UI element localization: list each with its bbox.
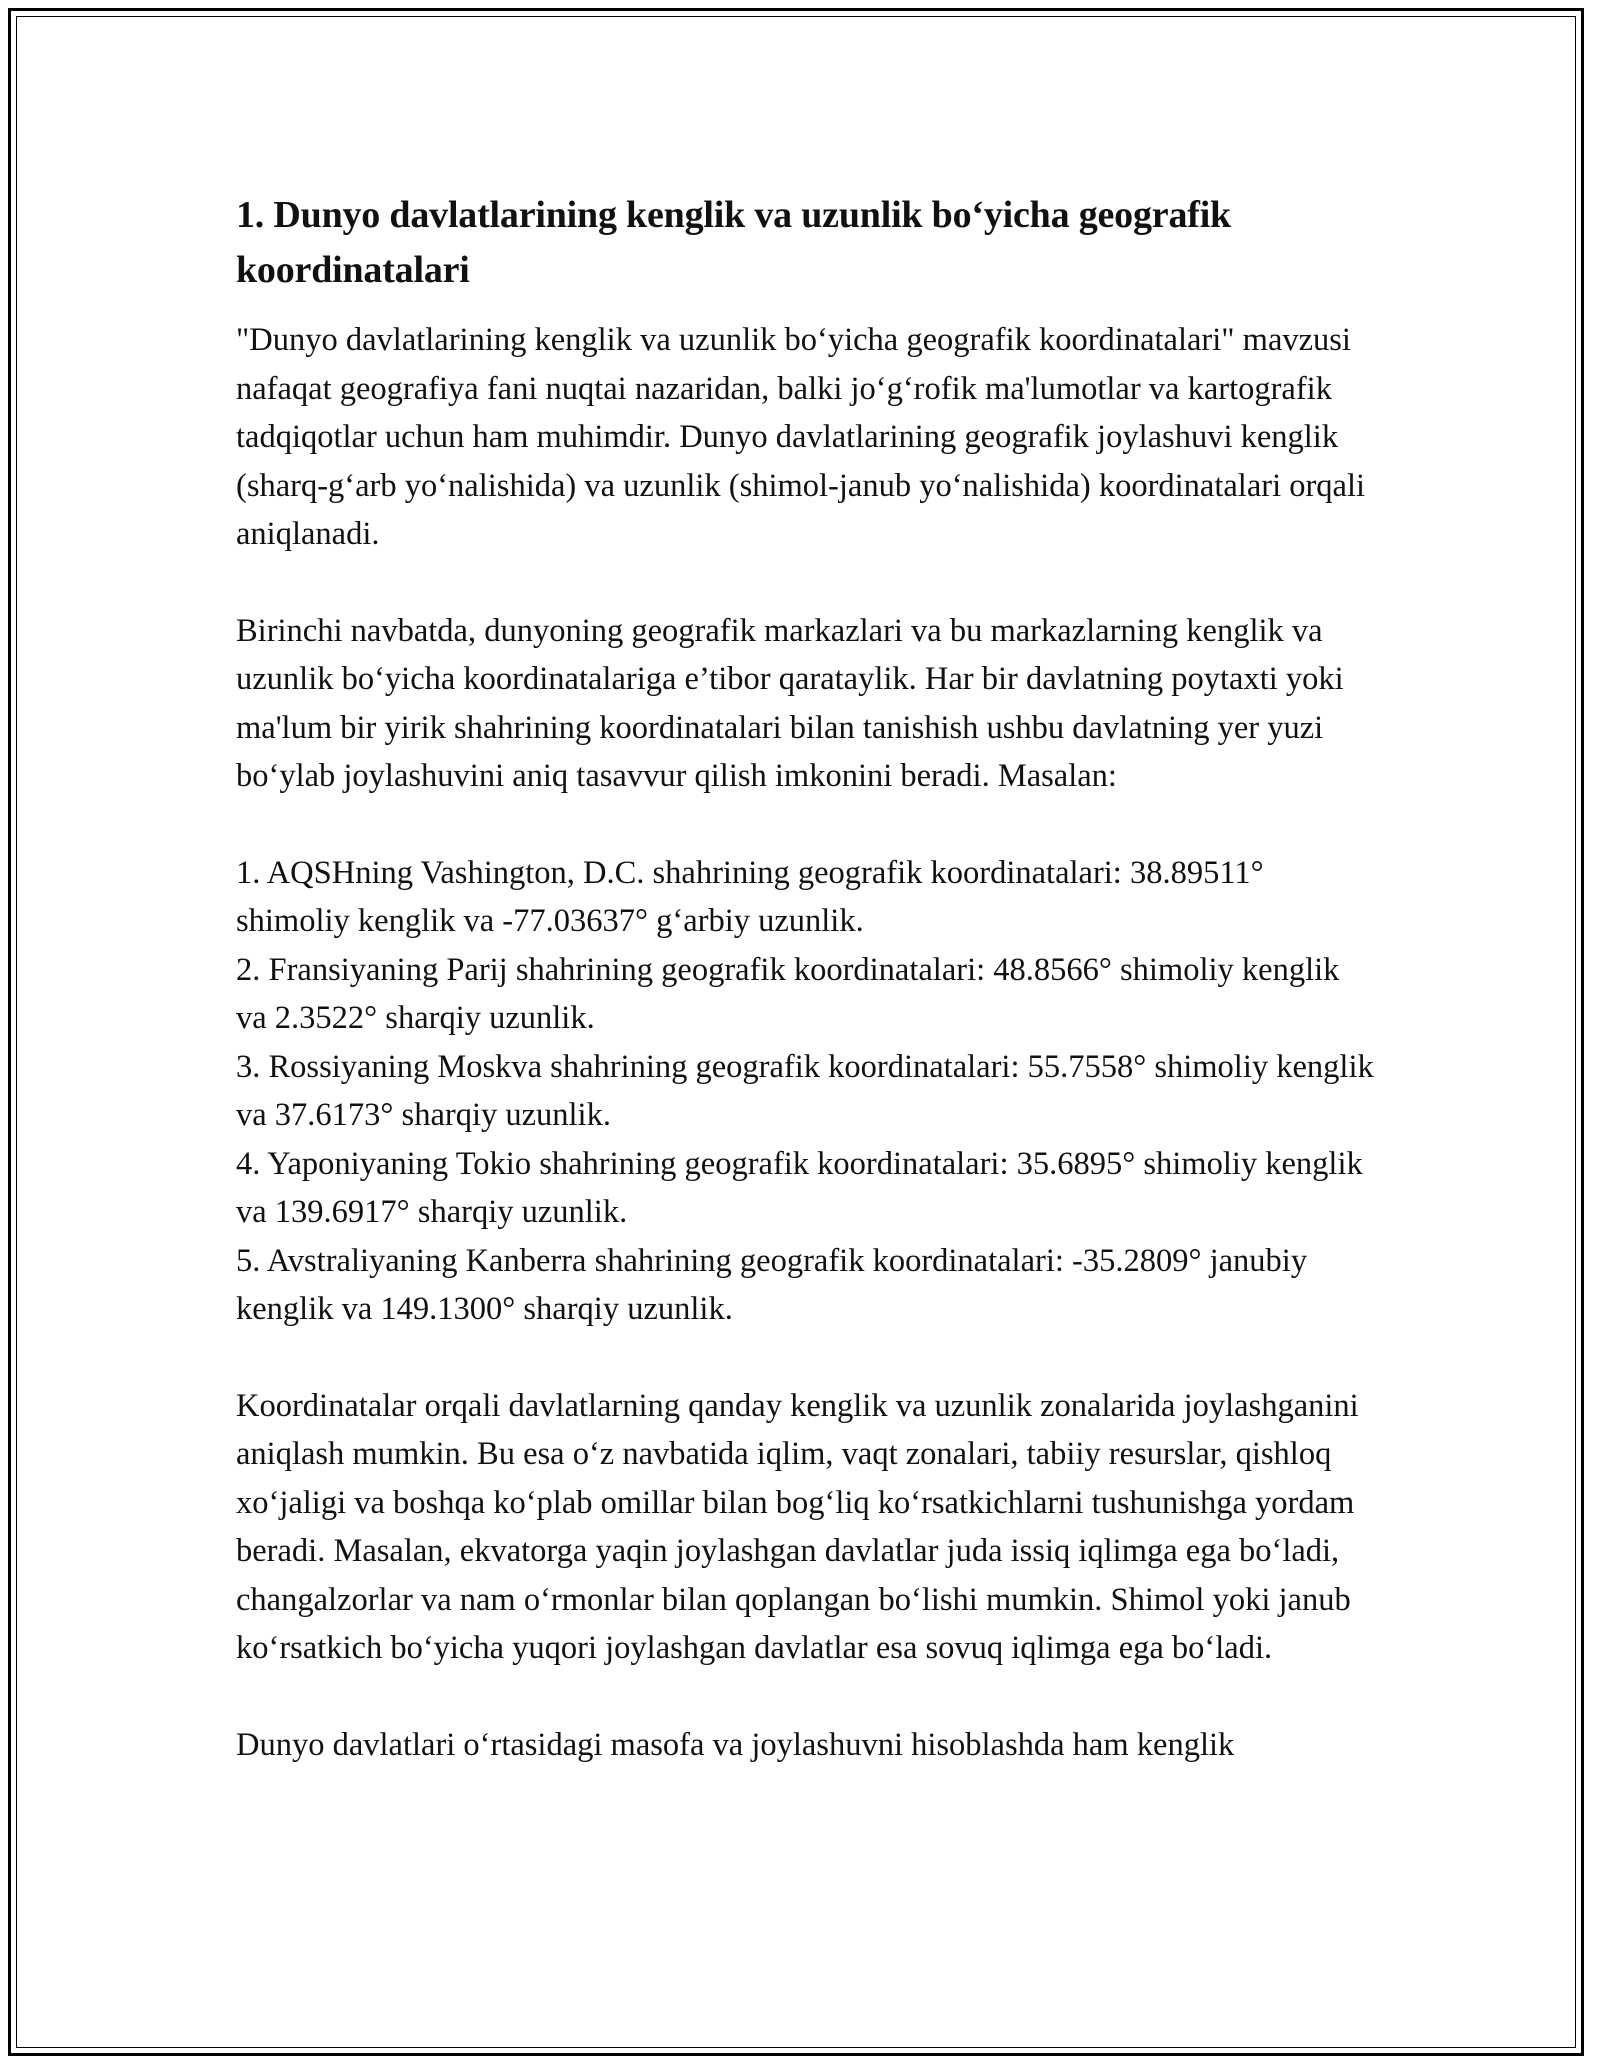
document-body [236, 188, 1376, 1769]
paragraph-climate: Koordinatalar orqali davlatlarning qanday kenglik va uzunlik zonalarida joylashganini aniqlash mumkin. Bu esa oʻz navbatida iqlim, vaqt zonalari, tabiiy resurslar, qishloq xoʻjaligi va boshqa koʻplab omillar bilan bogʻliq koʻrsatkichlarni tushunishga yordam beradi. Masalan, ekvatorga yaqin joylashgan davlatlar juda issiq iqlimga ega boʻladi, changalzorlar va nam oʻrmonlar bilan qoplangan boʻlishi mumkin. Shimol yoki janub koʻrsatkich boʻyicha yuqori joylashgan davlatlar esa sovuq iqlimga ega boʻladi. [236, 1387, 1359, 1666]
list-item: 4. Yaponiyaning Tokio shahrining geografik koordinatalari: 35.6895° shimoliy kenglik va 139.6917° sharqiy uzunlik. [236, 1145, 1363, 1230]
document-title: 1. Dunyo davlatlarining kenglik va uzunlik boʻyicha geografik koordinatalari [236, 194, 1231, 291]
paragraph-spacer [236, 559, 1376, 607]
coordinates-list [236, 849, 1376, 1334]
paragraph-intro: "Dunyo davlatlarining kenglik va uzunlik boʻyicha geografik koordinatalari" mavzusi nafaqat geografiya fani nuqtai nazaridan, balki joʻgʻrofik ma'lumotlar va kartografik tadqiqotlar uchun ham muhimdir. Dunyo davlatlarining geografik joylashuvi kenglik (sharq-gʻarb yoʻnalishida) va uzunlik (shimol-janub yoʻnalishida) koordinatalari orqali aniqlanadi. [236, 322, 1366, 552]
list-item: 5. Avstraliyaning Kanberra shahrining geografik koordinatalari: -35.2809° janubiy kenglik va 149.1300° sharqiy uzunlik. [236, 1242, 1308, 1327]
paragraph-spacer [236, 1334, 1376, 1382]
paragraph-spacer [236, 1673, 1376, 1721]
paragraph-distance: Dunyo davlatlari oʻrtasidagi masofa va joylashuvni hisoblashda ham kenglik [236, 1726, 1235, 1763]
list-item: 3. Rossiyaning Moskva shahrining geografik koordinatalari: 55.7558° shimoliy kenglik va 37.6173° sharqiy uzunlik. [236, 1048, 1374, 1133]
list-item: 2. Fransiyaning Parij shahrining geografik koordinatalari: 48.8566° shimoliy kenglik va 2.3522° sharqiy uzunlik. [236, 951, 1340, 1036]
paragraph-spacer [236, 801, 1376, 849]
paragraph-examples-intro: Birinchi navbatda, dunyoning geografik markazlari va bu markazlarning kenglik va uzunlik boʻyicha koordinatalariga e’tibor qarataylik. Har bir davlatning poytaxti yoki ma'lum bir yirik shahrining koordinatalari bilan tanishish ushbu davlatning yer yuzi boʻylab joylashuvini aniq tasavvur qilish imkonini beradi. Masalan: [236, 612, 1344, 794]
list-item: 1. AQSHning Vashington, D.C. shahrining geografik koordinatalari: 38.89511° shimoliy kenglik va -77.03637° gʻarbiy uzunlik. [236, 854, 1264, 939]
